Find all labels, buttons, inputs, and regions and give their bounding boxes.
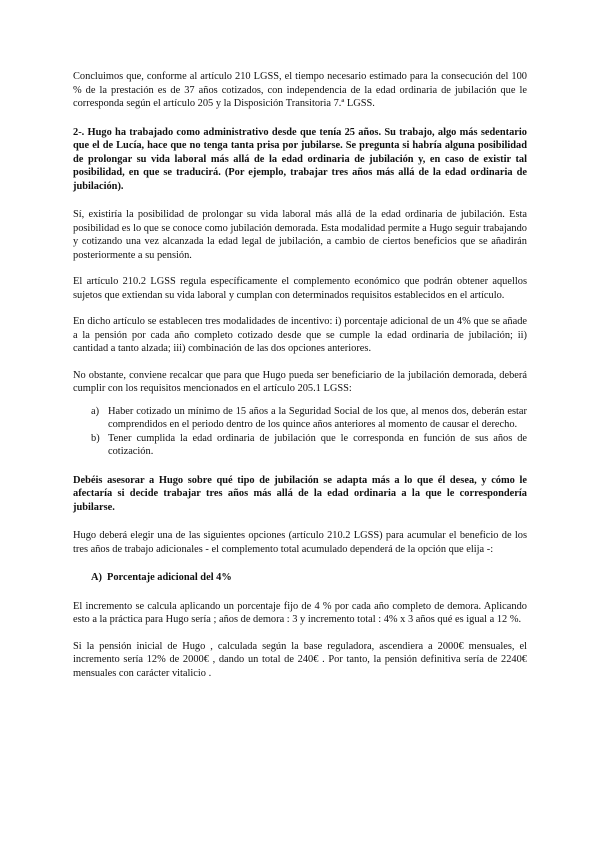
subheading-porcentaje bbox=[73, 571, 527, 585]
paragraph-no-obstante: No obstante, conviene recalcar que para que Hugo pueda ser beneficiario de la jubilación demorada, deberá cumplir con los requisitos mencionados en el artículo 205.1 LGSS: bbox=[73, 369, 527, 394]
list-marker: a) bbox=[91, 405, 100, 417]
paragraph-si-existiria: Sí, existiría la posibilidad de prolongar su vida laboral más allá de la edad ordinaria de jubilación. Esta posibilidad es lo que se conoce como jubilación demorada. Esta modalidad permite a Hugo seguir trabajando y cotizando una vez alcanzada la edad legal de jubilación, a cambio de ciertos beneficios que se añadirán posteriormente a su pensión. bbox=[73, 209, 527, 261]
paragraph-conclusion: Concluimos que, conforme al artículo 210 LGSS, el tiempo necesario estimado para la consecución del 100 % de la prestación es de 37 años cotizados, con independencia de la edad ordinaria de jubilación que le corresponda según el artículo 205 y la Disposición Transitoria 7.ª LGSS. bbox=[73, 71, 527, 109]
list-item-text: Tener cumplida la edad ordinaria de jubilación que le corresponda en función de sus años de cotización. bbox=[108, 432, 527, 457]
paragraph-articulo-210: El artículo 210.2 LGSS regula específicamente el complemento económico que podrán obtener aquellos sujetos que extiendan su vida laboral y cumplan con determinados requisitos establecidos en el artículo. bbox=[73, 276, 527, 301]
subheading-marker: A) bbox=[91, 572, 102, 583]
paragraph-incremento: El incremento se calcula aplicando un porcentaje fijo de 4 % por cada año completo de demora. Aplicando esto a la práctica para Hugo sería ; años de demora : 3 y incremento total : 4% x 3 años qué es igual a 12 %. bbox=[73, 600, 527, 625]
list-marker: b) bbox=[91, 432, 100, 444]
paragraph-pension: Si la pensión inicial de Hugo , calculada según la base reguladora, ascendiera a 2000€ mensuales, el incremento sería 12% de 2000€ , dando un total de 240€ . Por tanto, la pensión definitiva sería de 2240€ mensuales con carácter vitalicio . bbox=[73, 640, 527, 679]
question-2: 2-. Hugo ha trabajado como administrativo desde que tenía 25 años. Su trabajo, algo más sedentario que el de Lucía, hace que no tenga tanta prisa por jubilarse. Se pregunta si habría alguna posibilidad de prolongar su vida laboral más allá de la edad ordinaria de jubilación y, en caso de existir tal posibilidad, en que se traducirá. (Por ejemplo, trabajar tres años más allá de la edad ordinaria de jubilación). bbox=[73, 126, 527, 192]
paragraph-hugo-debera: Hugo deberá elegir una de las siguientes opciones (artículo 210.2 LGSS) para acumular el beneficio de los tres años de trabajo adicionales - el complemento total acumulado dependerá de la opción que elija -: bbox=[73, 530, 527, 555]
list-item bbox=[91, 405, 527, 432]
paragraph-modalidades: En dicho artículo se establecen tres modalidades de incentivo: i) porcentaje adicional de un 4% que se añade a la pensión por cada año completo cotizado desde que se cumple la edad ordinaria de jubilación; ii) cantidad a tanto alzada; iii) combinación de las dos opciones anteriores. bbox=[73, 316, 527, 354]
subheading-title: Porcentaje adicional del 4% bbox=[107, 572, 232, 583]
list-item bbox=[91, 432, 527, 459]
requirements-list bbox=[73, 405, 527, 459]
question-asesorar: Debéis asesorar a Hugo sobre qué tipo de jubilación se adapta más a lo que él desea, y cómo le afectaría si decide trabajar tres años más allá de la edad ordinaria a la que le correspondería jubilarse. bbox=[73, 474, 527, 513]
list-item-text: Haber cotizado un mínimo de 15 años a la Seguridad Social de los que, al menos dos, deberán estar comprendidos en el periodo dentro de los quince años anteriores al momento de causar el derecho. bbox=[108, 405, 527, 430]
